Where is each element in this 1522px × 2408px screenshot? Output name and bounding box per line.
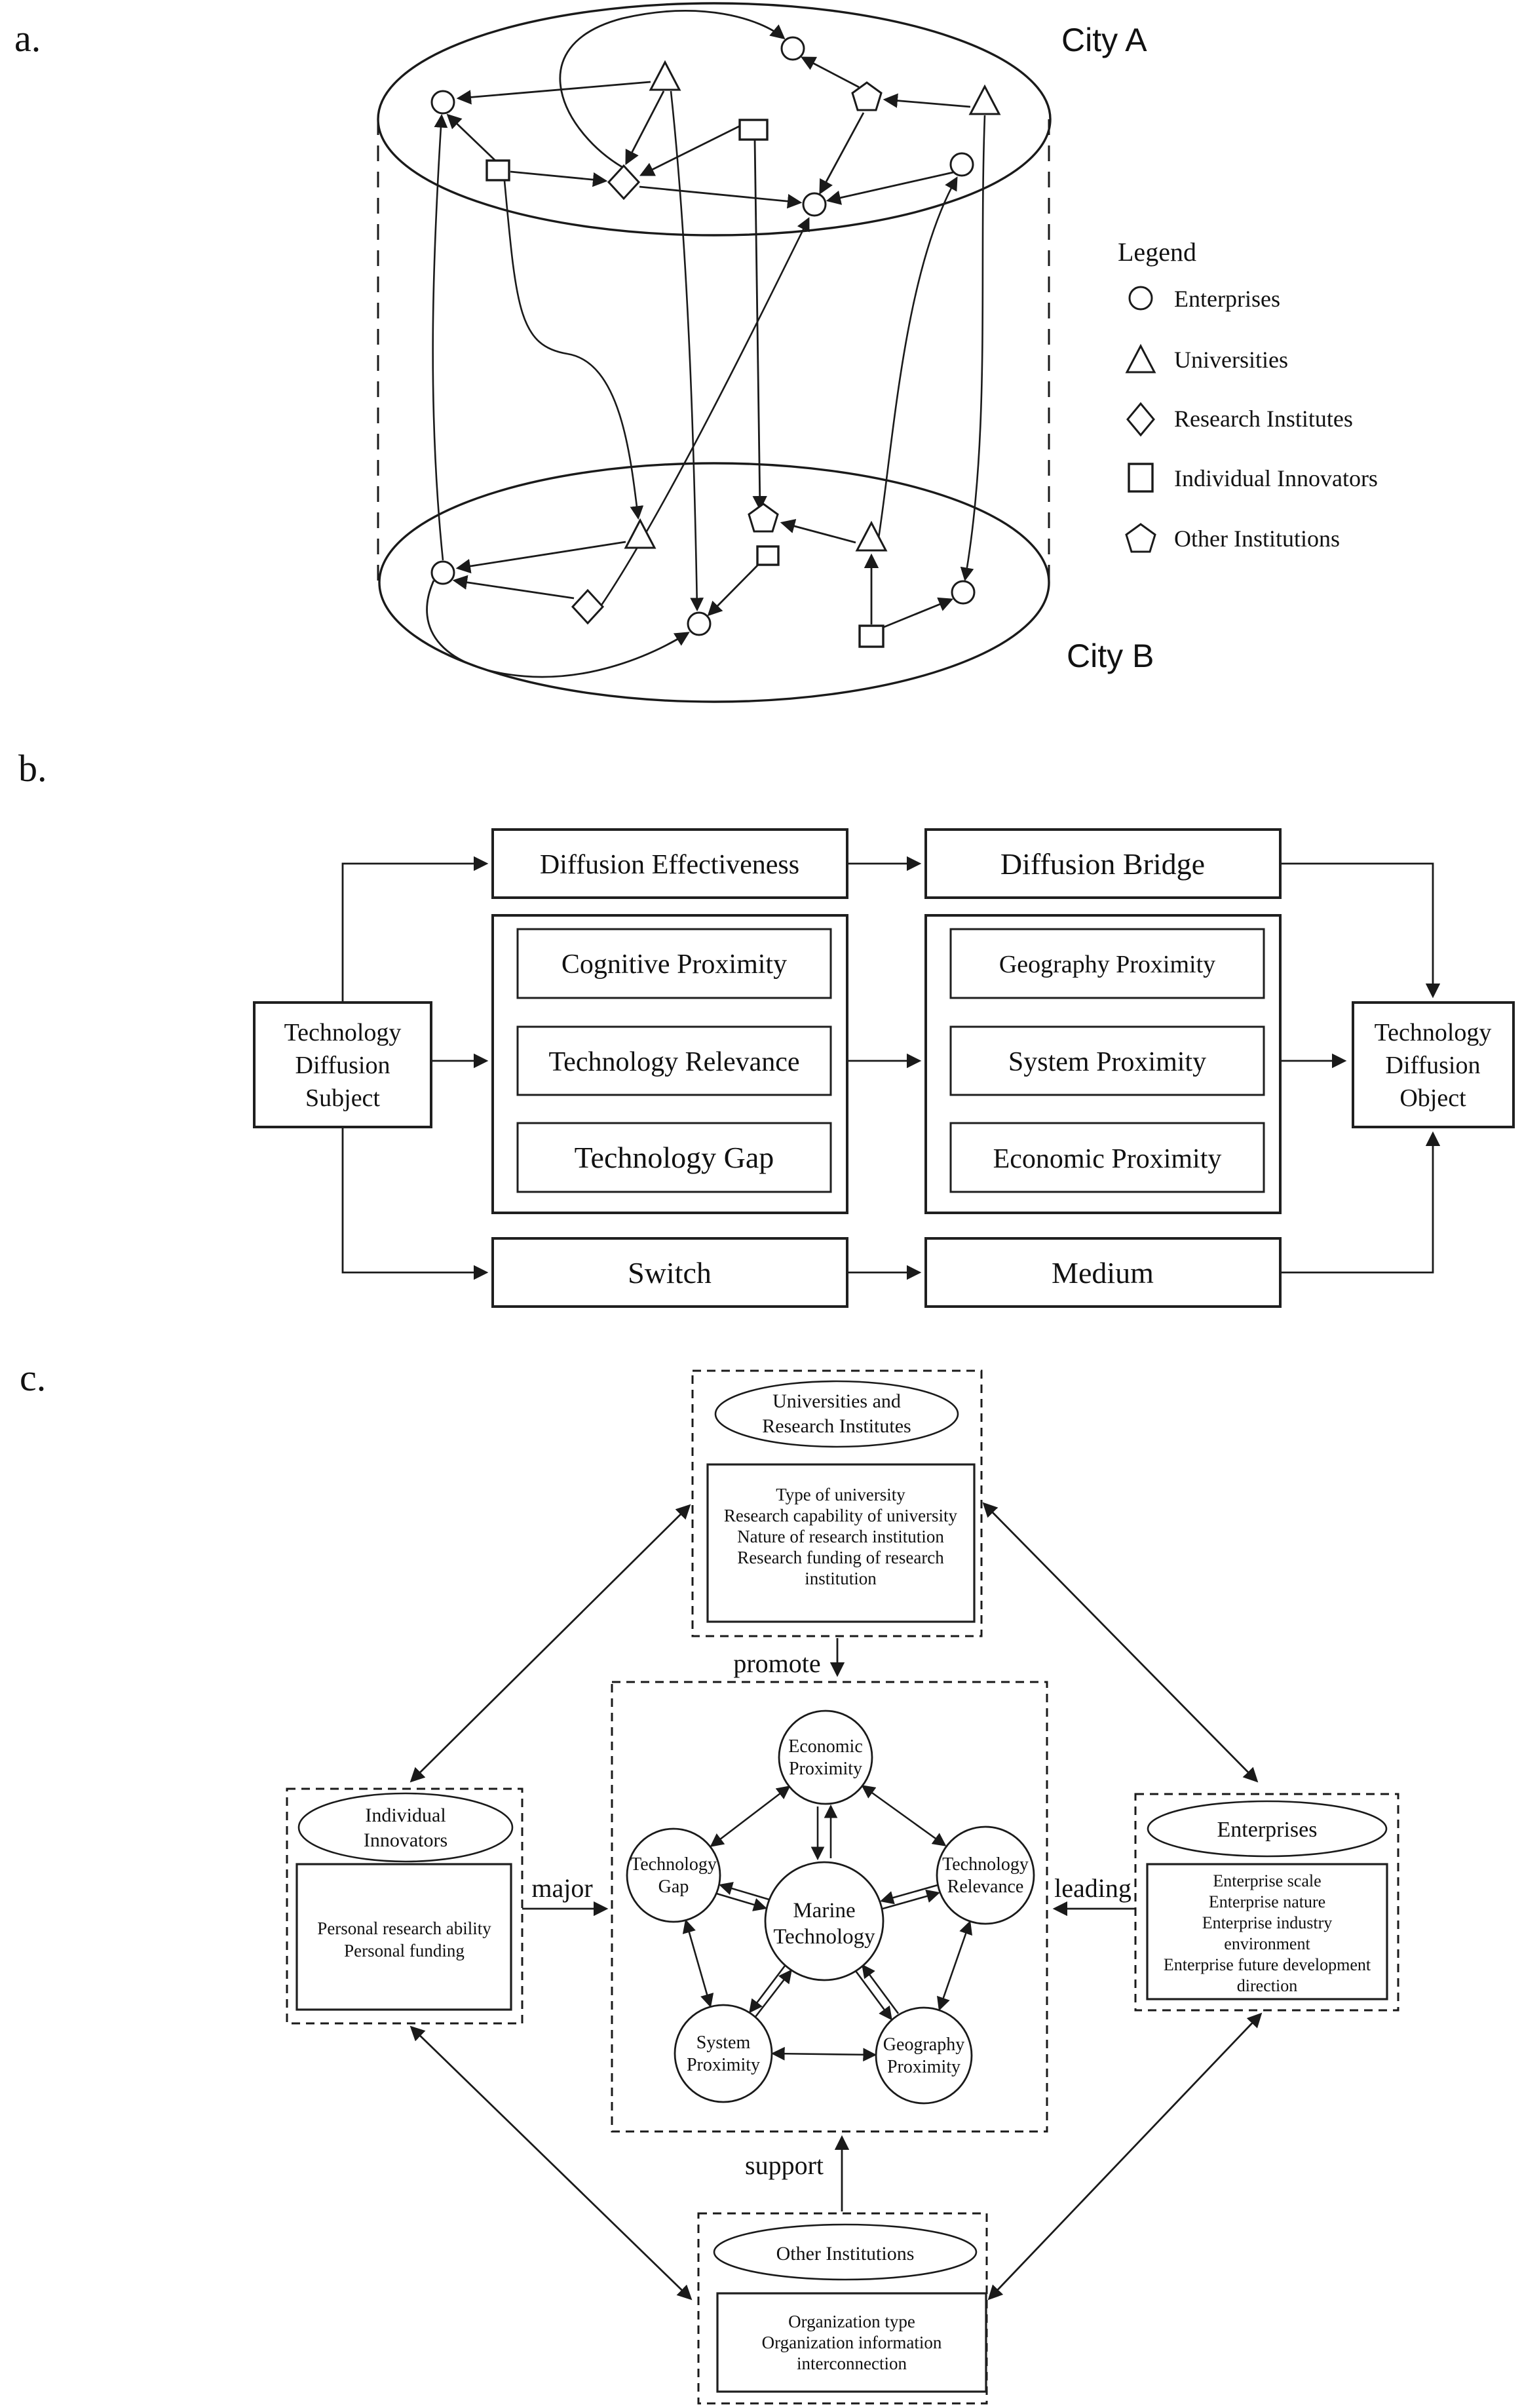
system-line: System bbox=[696, 2033, 751, 2053]
diamond-icon bbox=[1128, 404, 1154, 435]
arrow-geography-to-marine bbox=[863, 1966, 898, 2014]
panel-c-label: c. bbox=[20, 1356, 47, 1399]
arrow-marine-to-relevance bbox=[883, 1893, 938, 1909]
edge bbox=[455, 581, 574, 598]
city-a-ellipse bbox=[378, 3, 1050, 235]
edge bbox=[459, 82, 651, 98]
edge bbox=[458, 542, 626, 568]
other-title-line: Other Institutions bbox=[776, 2243, 915, 2265]
system-proximity-circle bbox=[675, 2005, 772, 2102]
arrow-enterprises-other bbox=[989, 2014, 1261, 2299]
support-label: support bbox=[745, 2150, 824, 2180]
enterprise-node bbox=[782, 37, 804, 60]
object-line: Diffusion bbox=[1385, 1052, 1481, 1079]
arrow-economic-gap bbox=[712, 1787, 789, 1846]
arrow-bridge-to-object bbox=[1280, 864, 1433, 996]
technology-gap-label: Technology Gap bbox=[574, 1141, 774, 1174]
city-b-ellipse bbox=[379, 463, 1049, 702]
economic-proximity-circle bbox=[779, 1711, 872, 1804]
promote-label: promote bbox=[733, 1649, 821, 1678]
universities-detail-line: Nature of research institution bbox=[737, 1527, 944, 1546]
individual-innovator-node bbox=[860, 626, 883, 647]
marine-line: Technology bbox=[773, 1925, 875, 1949]
enterprises-box bbox=[1135, 1794, 1398, 2010]
object-line: Technology bbox=[1374, 1019, 1492, 1046]
technology-relevance-circle bbox=[937, 1827, 1034, 1924]
economic-line: Economic bbox=[788, 1736, 863, 1757]
diffusion-bridge-label: Diffusion Bridge bbox=[1000, 847, 1206, 881]
legend bbox=[1118, 237, 1378, 552]
relevance-line: Relevance bbox=[947, 1877, 1024, 1897]
arrow-marine-to-system bbox=[750, 1966, 785, 2012]
geography-proximity-circle bbox=[876, 2008, 972, 2103]
enterprises-title-line: Enterprises bbox=[1217, 1818, 1318, 1842]
legend-title: Legend bbox=[1118, 237, 1196, 267]
pentagon-icon bbox=[1126, 524, 1155, 552]
edge bbox=[448, 115, 496, 161]
individual-innovator-node bbox=[740, 120, 767, 140]
enterprise-node bbox=[803, 193, 826, 216]
enterprise-node bbox=[951, 153, 973, 176]
edge bbox=[639, 187, 800, 202]
edge bbox=[626, 91, 664, 163]
legend-item-label: Enterprises bbox=[1174, 286, 1280, 312]
innovators-detail-line: Personal research ability bbox=[317, 1919, 491, 1938]
other-detail-line: Organization type bbox=[788, 2312, 915, 2331]
legend-item-label: Other Institutions bbox=[1174, 526, 1340, 552]
other-detail-line: Organization information bbox=[761, 2333, 942, 2352]
network-edges bbox=[427, 10, 985, 677]
system-proximity-label: System Proximity bbox=[1008, 1047, 1207, 1077]
arrow-system-to-marine bbox=[755, 1971, 791, 2017]
other-institution-node bbox=[749, 504, 778, 531]
enterprises-detail-line: Enterprise industry bbox=[1202, 1913, 1333, 1932]
triangle-icon bbox=[1127, 346, 1154, 372]
arrow-gap-system bbox=[686, 1921, 710, 2006]
diffusion-effectiveness-label: Diffusion Effectiveness bbox=[539, 850, 800, 880]
subject-line: Technology bbox=[284, 1019, 402, 1046]
economic-line: Proximity bbox=[788, 1759, 863, 1779]
panel-b-diffusion-flow-diagram bbox=[0, 734, 1522, 1350]
subject-line: Subject bbox=[305, 1084, 380, 1112]
edge bbox=[820, 113, 864, 193]
cognitive-proximity-label: Cognitive Proximity bbox=[561, 949, 788, 980]
gap-line: Technology bbox=[630, 1854, 717, 1875]
university-node bbox=[651, 62, 679, 90]
legend-item-label: Universities bbox=[1174, 347, 1288, 373]
panel-c-marine-technology-diagram bbox=[0, 1350, 1522, 2408]
universities-detail-line: Research funding of research bbox=[737, 1548, 944, 1567]
enterprise-node bbox=[952, 581, 974, 603]
university-node bbox=[970, 86, 999, 114]
geography-proximity-label: Geography Proximity bbox=[999, 951, 1216, 978]
universities-detail-line: institution bbox=[805, 1569, 877, 1588]
enterprises-detail-line: Enterprise future development bbox=[1163, 1955, 1371, 1974]
universities-box bbox=[693, 1371, 981, 1636]
edge bbox=[884, 600, 951, 627]
edge bbox=[641, 121, 751, 175]
individual-innovators-box bbox=[287, 1789, 522, 2023]
arrow-subject-to-switch bbox=[343, 1127, 486, 1272]
enterprises-detail-line: Enterprise scale bbox=[1213, 1871, 1322, 1890]
arrow-system-geography bbox=[773, 2054, 875, 2055]
edge bbox=[782, 523, 856, 543]
enterprise-node bbox=[688, 613, 710, 635]
arrow-subject-to-effectiveness bbox=[343, 864, 486, 1003]
universities-detail-line: Type of university bbox=[776, 1485, 905, 1504]
object-line: Object bbox=[1399, 1084, 1466, 1112]
edge bbox=[885, 100, 970, 107]
universities-title-line: Research Institutes bbox=[762, 1415, 911, 1437]
edge-intercity bbox=[877, 178, 957, 550]
geography-line: Geography bbox=[883, 2035, 965, 2055]
enterprises-detail-line: direction bbox=[1236, 1976, 1298, 1995]
arrow-innovators-other bbox=[411, 2027, 691, 2299]
switch-label: Switch bbox=[628, 1256, 712, 1290]
arrow-relevance-geography bbox=[940, 1922, 970, 2009]
panel-a-city-network-diagram bbox=[0, 0, 1522, 734]
medium-label: Medium bbox=[1052, 1256, 1154, 1290]
individual-innovator-node bbox=[757, 546, 778, 565]
legend-item-label: Individual Innovators bbox=[1174, 465, 1378, 491]
edge-intercity bbox=[671, 91, 697, 609]
leading-label: leading bbox=[1054, 1873, 1132, 1903]
legend-item-label: Research Institutes bbox=[1174, 406, 1353, 432]
geography-line: Proximity bbox=[886, 2057, 961, 2077]
marine-technology-core bbox=[612, 1682, 1047, 2131]
city-b-nodes bbox=[432, 504, 974, 647]
city-a-label: City A bbox=[1061, 22, 1147, 58]
innovators-detail-line: Personal funding bbox=[344, 1941, 465, 1960]
enterprise-node bbox=[432, 91, 454, 113]
subject-line: Diffusion bbox=[295, 1052, 390, 1079]
city-a-nodes bbox=[432, 37, 999, 216]
panel-a-label: a. bbox=[14, 17, 41, 60]
edge bbox=[510, 172, 605, 181]
other-detail-line: interconnection bbox=[797, 2354, 907, 2373]
relevance-line: Technology bbox=[942, 1854, 1029, 1875]
enterprise-node bbox=[432, 562, 454, 584]
technology-relevance-label: Technology Relevance bbox=[548, 1047, 800, 1077]
other-institutions-box bbox=[698, 2213, 987, 2403]
system-line: Proximity bbox=[686, 2055, 761, 2075]
marine-line: Marine bbox=[793, 1899, 856, 1922]
university-node bbox=[857, 523, 886, 550]
research-institute-node bbox=[573, 590, 603, 623]
innovators-title-line: Innovators bbox=[363, 1829, 448, 1851]
innovators-title-ellipse bbox=[299, 1793, 512, 1862]
edge bbox=[803, 58, 859, 87]
arrow-medium-to-object bbox=[1280, 1134, 1433, 1272]
major-label: major bbox=[531, 1873, 593, 1903]
square-icon bbox=[1129, 464, 1152, 491]
arrow-universities-innovators bbox=[411, 1506, 689, 1781]
innovators-title-line: Individual bbox=[365, 1805, 446, 1826]
universities-title-line: Universities and bbox=[772, 1390, 901, 1412]
arrow-universities-enterprises bbox=[984, 1504, 1257, 1781]
arrow-relevance-to-marine bbox=[882, 1885, 938, 1901]
universities-detail-line: Research capability of university bbox=[723, 1506, 958, 1525]
enterprises-detail-line: Enterprise nature bbox=[1208, 1892, 1326, 1911]
individual-innovator-node bbox=[487, 161, 509, 180]
gap-line: Gap bbox=[658, 1877, 689, 1897]
arrow-economic-relevance bbox=[863, 1786, 945, 1845]
panel-b-label: b. bbox=[18, 747, 47, 790]
technology-gap-circle bbox=[627, 1829, 720, 1922]
edge bbox=[828, 172, 953, 201]
edge bbox=[709, 564, 759, 615]
research-institute-node bbox=[609, 166, 639, 199]
enterprises-detail-line: environment bbox=[1224, 1934, 1310, 1953]
circle-icon bbox=[1130, 287, 1152, 309]
economic-proximity-label: Economic Proximity bbox=[993, 1144, 1222, 1174]
city-b-label: City B bbox=[1067, 638, 1154, 674]
arrow-marine-to-geography bbox=[856, 1971, 891, 2019]
